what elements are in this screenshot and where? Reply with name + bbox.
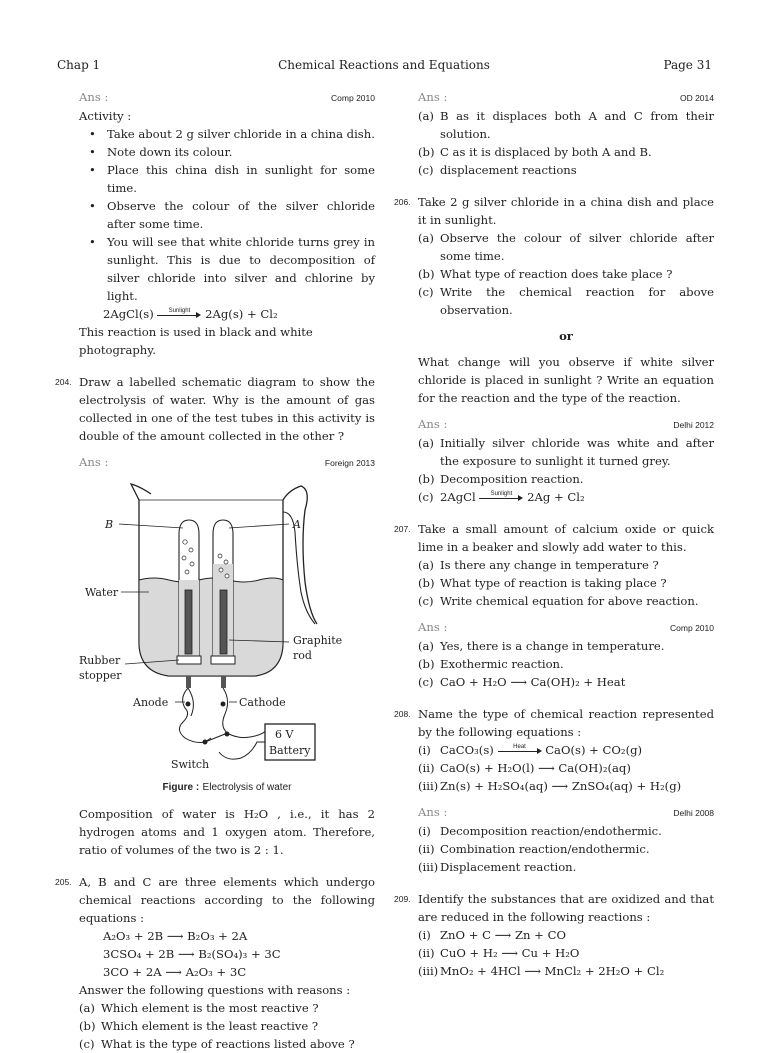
question-number: 206. xyxy=(394,197,411,207)
equation: 3CO + 2A ⟶ A₂O₃ + 3C xyxy=(103,965,247,979)
activity-list xyxy=(79,125,375,305)
or-divider: or xyxy=(559,329,573,343)
answer-heading: Ans : Foreign 2013 xyxy=(79,453,375,472)
equation: 3CSO₄ + 2B ⟶ B₂(SO₄)₃ + 3C xyxy=(103,947,281,961)
answer-list xyxy=(418,637,714,691)
list-item: (a) Which element is the most reactive ? xyxy=(79,1001,319,1015)
equation: A₂O₃ + 2B ⟶ B₂O₃ + 2A xyxy=(103,929,248,943)
list-item: (c) displacement reactions xyxy=(418,163,577,177)
question-208: 208. Name the type of chemical reaction represented by the following equations : xyxy=(394,707,714,739)
label-battery-voltage: 6 V xyxy=(275,728,294,741)
label-water: Water xyxy=(85,586,119,599)
answer-heading: Ans : Comp 2010 xyxy=(418,618,714,637)
anode-contact xyxy=(186,702,191,707)
answer-list xyxy=(418,107,714,179)
answer-heading: Ans : Delhi 2008 xyxy=(418,803,714,822)
terminal-left xyxy=(186,676,191,688)
question-204: 204. Draw a labelled schematic diagram to show the electrolysis of water. Why is the amount of gas collected in one of the test tubes in this activity is double of the amount collected in the other ? xyxy=(55,375,375,443)
activity-label: Activity : xyxy=(79,109,132,123)
reaction-arrow: Heat xyxy=(498,746,542,756)
source-tag: OD 2014 xyxy=(679,93,714,103)
list-item: (a) Initially silver chloride was white and after the exposure to sunlight it turned grey. xyxy=(418,436,714,468)
list-item: (ii) CuO + H₂ ⟶ Cu + H₂O xyxy=(418,946,580,960)
reaction-arrow: Sunlight xyxy=(157,310,201,320)
question-206: 206. Take 2 g silver chloride in a china dish and place it in sunlight. xyxy=(394,195,714,227)
question-number: 208. xyxy=(394,709,411,719)
source-tag: Comp 2010 xyxy=(670,623,714,633)
list-item: • You will see that white chloride turns grey in sunlight. This is due to decomposition of silver chloride into silver and chlorine by light. xyxy=(79,233,375,305)
reaction-arrow: Sunlight xyxy=(479,493,523,503)
list-item: (c) What is the type of reactions listed above ? xyxy=(79,1037,355,1051)
source-tag: Comp 2010 xyxy=(331,93,375,103)
equation-list xyxy=(79,927,375,981)
source-tag: Delhi 2008 xyxy=(673,808,714,818)
list-item: (b) Exothermic reaction. xyxy=(418,657,564,671)
question-number: 207. xyxy=(394,524,411,534)
paragraph: What change will you observe if white silver chloride is placed in sunlight ? Write an equation for the reaction and the type of the reaction. xyxy=(418,355,714,405)
answer-heading: Ans : Delhi 2012 xyxy=(418,415,714,434)
list-item: (c) 2AgCl Sunlight 2Ag + Cl₂ xyxy=(418,490,585,504)
graphite-rod-right xyxy=(220,590,227,654)
list-item: (a) Yes, there is a change in temperature. xyxy=(418,639,665,653)
list-item: (ii) Combination reaction/endothermic. xyxy=(418,842,650,856)
list-item: (iii) MnO₂ + 4HCl ⟶ MnCl₂ + 2H₂O + Cl₂ xyxy=(418,964,665,978)
sub-question-list xyxy=(418,556,714,610)
question-number: 205. xyxy=(55,877,72,887)
list-item: (i) ZnO + C ⟶ Zn + CO xyxy=(418,928,566,942)
label-graphite-rod: Graphite rod xyxy=(293,634,343,662)
answer-list xyxy=(418,822,714,876)
switch-contact-2 xyxy=(225,732,230,737)
list-item: (iii) Displacement reaction. xyxy=(418,860,577,874)
question-number: 204. xyxy=(55,377,72,387)
terminal-right xyxy=(221,676,226,688)
list-item: (i) Decomposition reaction/endothermic. xyxy=(418,824,662,838)
rubber-stopper-right xyxy=(211,656,235,664)
list-item: (a) Observe the colour of silver chloride after some time. xyxy=(418,231,714,263)
sub-question-list xyxy=(418,926,714,980)
answer-list xyxy=(418,434,714,488)
label-rubber-stopper: Rubber stopper xyxy=(79,654,122,682)
sub-question-list xyxy=(79,999,375,1053)
list-item: (c) Write the chemical reaction for above observation. xyxy=(418,285,714,317)
list-item: (c) CaO + H₂O ⟶ Ca(OH)₂ + Heat xyxy=(418,675,626,689)
question-209: 209. Identify the substances that are oxidized and that are reduced in the following reactions : xyxy=(394,892,714,924)
chapter-label: Chap 1 xyxy=(57,58,101,72)
list-item: (a) B as it displaces both A and C from their solution. xyxy=(418,109,714,141)
label-a: A xyxy=(293,518,301,531)
paragraph: This reaction is used in black and white photography. xyxy=(79,325,313,357)
label-battery: Battery xyxy=(269,744,311,757)
cathode-contact xyxy=(221,702,226,707)
list-item: (b) C as it is displaced by both A and B. xyxy=(418,145,652,159)
sub-question-list xyxy=(418,229,714,319)
battery-wire xyxy=(219,742,265,759)
sub-question-list xyxy=(418,759,714,795)
answer-heading: Ans : Comp 2010 xyxy=(79,88,375,107)
equation: 2AgCl(s) Sunlight 2Ag(s) + Cl₂ xyxy=(103,307,278,321)
label-anode: Anode xyxy=(133,696,169,709)
paragraph: Answer the following questions with reasons : xyxy=(79,983,351,997)
question-207: 207. Take a small amount of calcium oxide or quick lime in a beaker and slowly add water to this. xyxy=(394,522,714,554)
figure-caption: Figure : Electrolysis of water xyxy=(162,782,292,793)
source-tag: Foreign 2013 xyxy=(324,458,375,468)
list-item: • Note down its colour. xyxy=(79,143,375,161)
question-205: 205. A, B and C are three elements which undergo chemical reactions according to the following equations : xyxy=(55,875,375,925)
switch xyxy=(205,734,225,742)
label-switch: Switch xyxy=(171,758,210,771)
paragraph: Composition of water is H₂O , i.e., it has 2 hydrogen atoms and 1 oxygen atom. Therefore, ratio of volumes of the two is 2 : 1. xyxy=(79,807,375,857)
list-item: (b) Which element is the least reactive ? xyxy=(79,1019,319,1033)
question-number: 209. xyxy=(394,894,411,904)
graphite-rod-left xyxy=(185,590,192,654)
page-number: Page 31 xyxy=(663,58,712,72)
list-item: (iii) Zn(s) + H₂SO₄(aq) ⟶ ZnSO₄(aq) + H₂(g) xyxy=(418,779,682,793)
list-item: (b) What type of reaction is taking place ? xyxy=(418,576,667,590)
left-column xyxy=(55,88,375,1053)
list-item: (b) Decomposition reaction. xyxy=(418,472,584,486)
answer-heading: Ans : OD 2014 xyxy=(418,88,714,107)
page-title: Chemical Reactions and Equations xyxy=(278,58,490,72)
label-b: B xyxy=(105,518,114,531)
list-item: • Observe the colour of the silver chloride after some time. xyxy=(79,197,375,233)
list-item: • Take about 2 g silver chloride in a china dish. xyxy=(79,125,375,143)
rubber-stopper-left xyxy=(177,656,201,664)
list-item: (i) CaCO₃(s) Heat CaO(s) + CO₂(g) xyxy=(418,743,643,757)
list-item: (ii) CaO(s) + H₂O(l) ⟶ Ca(OH)₂(aq) xyxy=(418,761,631,775)
electrolysis-diagram xyxy=(79,472,375,776)
list-item: (a) Is there any change in temperature ? xyxy=(418,558,659,572)
label-cathode: Cathode xyxy=(239,696,286,709)
list-item: • Place this china dish in sunlight for some time. xyxy=(79,161,375,197)
right-column xyxy=(394,88,714,980)
list-item: (b) What type of reaction does take place ? xyxy=(418,267,673,281)
list-item: (c) Write chemical equation for above reaction. xyxy=(418,594,699,608)
source-tag: Delhi 2012 xyxy=(673,420,714,430)
